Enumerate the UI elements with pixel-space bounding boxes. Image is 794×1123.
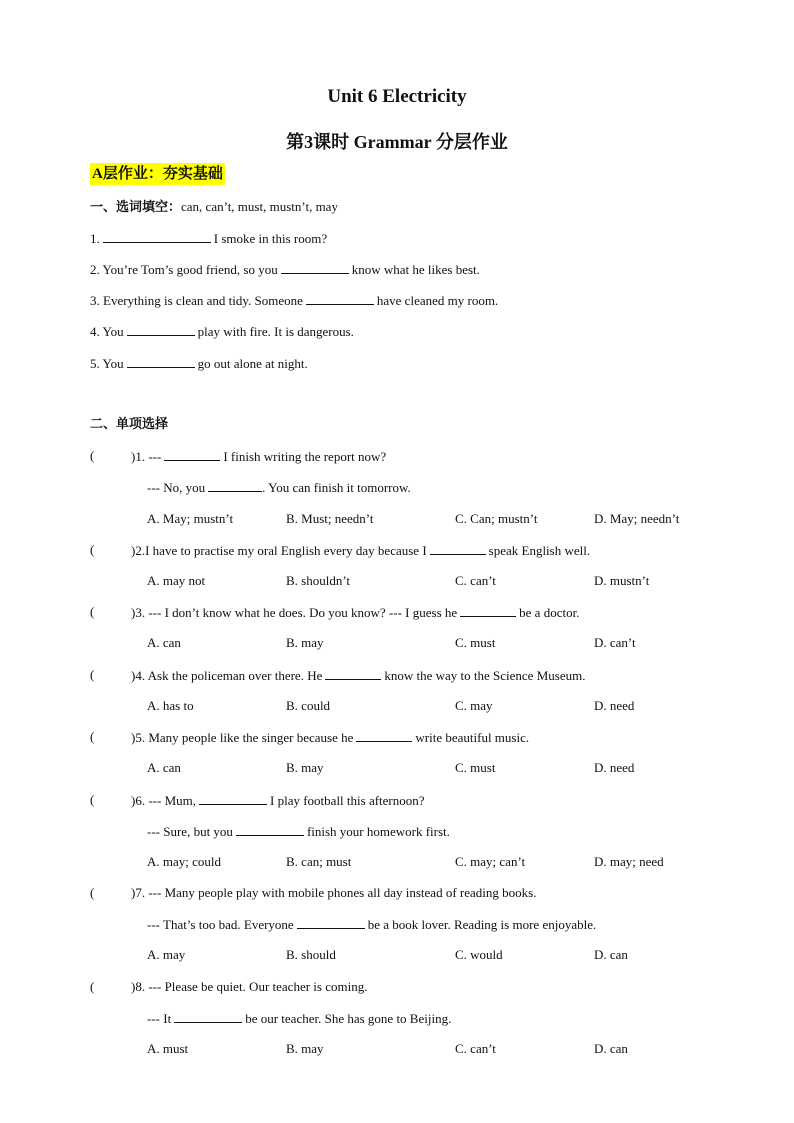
question-number: )4. <box>131 668 146 683</box>
reply-text: --- No, you <box>147 480 206 495</box>
answer-blank[interactable] <box>127 322 195 336</box>
reply-text: be our teacher. She has gone to Beijing. <box>245 1011 452 1026</box>
option-a[interactable]: A. may; could <box>147 854 222 869</box>
fill-item-text: 2. You’re Tom’s good friend, so you <box>90 262 278 277</box>
reply-text: --- That’s too bad. Everyone <box>147 917 294 932</box>
question-text: Many people like the singer because he <box>148 730 354 745</box>
fill-item-text: go out alone at night. <box>197 356 308 371</box>
option-b[interactable]: B. can; must <box>286 854 352 869</box>
option-a[interactable]: A. has to <box>147 698 194 713</box>
option-d[interactable]: D. mustn’t <box>594 573 650 588</box>
question-text: know the way to the Science Museum. <box>384 668 586 683</box>
answer-blank <box>325 666 381 680</box>
fill-item-text: play with fire. It is dangerous. <box>197 324 354 339</box>
answer-bracket[interactable]: ( <box>90 667 95 682</box>
fill-item-text: 3. Everything is clean and tidy. Someone <box>90 293 303 308</box>
part2-heading: 二、单项选择 <box>90 416 169 431</box>
question-1 <box>131 447 386 466</box>
question-8 <box>131 978 367 996</box>
answer-blank[interactable] <box>281 260 349 274</box>
option-a[interactable]: A. can <box>147 760 181 775</box>
question-text: --- Many people play with mobile phones all day instead of reading books. <box>148 885 537 900</box>
fill-item-5 <box>90 354 308 373</box>
fill-item-text: I smoke in this room? <box>213 231 328 246</box>
option-a[interactable]: A. can <box>147 635 181 650</box>
answer-blank <box>174 1009 242 1023</box>
question-3 <box>131 603 579 622</box>
question-text: I finish writing the report now? <box>223 449 387 464</box>
fill-item-2 <box>90 260 480 279</box>
option-d[interactable]: D. need <box>594 760 635 775</box>
option-d[interactable]: D. can <box>594 1041 628 1056</box>
option-c[interactable]: C. can’t <box>455 1041 496 1056</box>
part1-heading-line <box>90 198 338 216</box>
fill-item-text: 4. You <box>90 324 124 339</box>
question-text: --- Please be quiet. Our teacher is coming. <box>148 979 368 994</box>
answer-blank <box>164 447 220 461</box>
answer-blank[interactable] <box>127 354 195 368</box>
answer-bracket[interactable]: ( <box>90 448 95 463</box>
question-text: --- <box>148 449 162 464</box>
option-a[interactable]: A. may not <box>147 573 206 588</box>
fill-item-text: 5. You <box>90 356 124 371</box>
question-8-reply <box>147 1009 451 1028</box>
answer-blank <box>199 791 267 805</box>
question-6 <box>131 791 425 810</box>
part1-word-bank: can, can’t, must, mustn’t, may <box>181 199 338 214</box>
fill-item-4 <box>90 322 354 341</box>
answer-blank <box>430 541 486 555</box>
answer-blank <box>236 822 304 836</box>
answer-bracket[interactable]: ( <box>90 542 95 557</box>
question-4 <box>131 666 585 685</box>
question-number: )6. <box>131 793 146 808</box>
answer-blank <box>356 728 412 742</box>
question-text: be a doctor. <box>519 605 580 620</box>
option-a[interactable]: A. May; mustn’t <box>147 511 234 526</box>
option-d[interactable]: D. can’t <box>594 635 636 650</box>
answer-blank[interactable] <box>103 229 211 243</box>
question-number: )3. <box>131 605 146 620</box>
option-c[interactable]: C. may <box>455 698 493 713</box>
reply-text: --- It <box>147 1011 172 1026</box>
question-text: I have to practise my oral English every day because I <box>145 543 427 558</box>
question-5 <box>131 728 529 747</box>
option-c[interactable]: C. must <box>455 760 496 775</box>
fill-item-text: have cleaned my room. <box>376 293 499 308</box>
option-a[interactable]: A. may <box>147 947 186 962</box>
question-number: )2. <box>131 543 146 558</box>
question-1-reply <box>147 478 411 497</box>
option-b[interactable]: B. may <box>286 760 324 775</box>
option-c[interactable]: C. would <box>455 947 503 962</box>
question-text: write beautiful music. <box>415 730 530 745</box>
option-b[interactable]: B. may <box>286 1041 324 1056</box>
option-c[interactable]: C. may; can’t <box>455 854 526 869</box>
page-title: Unit 6 Electricity <box>327 86 467 107</box>
option-a[interactable]: A. must <box>147 1041 189 1056</box>
option-b[interactable]: B. should <box>286 947 336 962</box>
reply-text: . You can finish it tomorrow. <box>262 480 411 495</box>
option-b[interactable]: B. may <box>286 635 324 650</box>
answer-blank <box>208 478 262 492</box>
option-c[interactable]: C. can’t <box>455 573 496 588</box>
question-number: )1. <box>131 449 146 464</box>
question-text: --- Mum, <box>148 793 197 808</box>
option-b[interactable]: B. could <box>286 698 331 713</box>
answer-bracket[interactable]: ( <box>90 979 95 994</box>
answer-bracket[interactable]: ( <box>90 792 95 807</box>
question-7 <box>131 884 536 902</box>
option-b[interactable]: B. Must; needn’t <box>286 511 374 526</box>
reply-text: be a book lover. Reading is more enjoyable. <box>367 917 597 932</box>
question-number: )5. <box>131 730 146 745</box>
option-d[interactable]: D. need <box>594 698 635 713</box>
fill-item-1 <box>90 229 327 248</box>
answer-blank <box>460 603 516 617</box>
question-text: Ask the policeman over there. He <box>147 668 323 683</box>
option-d[interactable]: D. can <box>594 947 628 962</box>
answer-blank <box>297 915 365 929</box>
option-c[interactable]: C. Can; mustn’t <box>455 511 538 526</box>
option-d[interactable]: D. may; need <box>594 854 664 869</box>
answer-bracket[interactable]: ( <box>90 729 95 744</box>
question-2 <box>131 541 590 560</box>
reply-text: finish your homework first. <box>306 824 450 839</box>
option-d[interactable]: D. May; needn’t <box>594 511 680 526</box>
reply-text: --- Sure, but you <box>147 824 233 839</box>
part1-heading: 一、选词填空： <box>90 199 182 214</box>
question-text: speak English well. <box>488 543 591 558</box>
option-b[interactable]: B. shouldn’t <box>286 573 351 588</box>
question-7-reply <box>147 915 596 934</box>
question-number: )7. <box>131 885 146 900</box>
question-text: --- I don’t know what he does. Do you know? --- I guess he <box>148 605 458 620</box>
page-subtitle: 第3课时 Grammar 分层作业 <box>286 132 508 152</box>
question-number: )8. <box>131 979 146 994</box>
option-c[interactable]: C. must <box>455 635 496 650</box>
answer-blank[interactable] <box>306 291 374 305</box>
question-6-reply <box>147 822 450 841</box>
answer-bracket[interactable]: ( <box>90 604 95 619</box>
fill-item-text: know what he likes best. <box>351 262 480 277</box>
fill-item-text: 1. <box>90 231 100 246</box>
layer-a-label: A层作业：夯实基础 <box>90 163 225 185</box>
question-text: I play football this afternoon? <box>270 793 425 808</box>
fill-item-3 <box>90 291 498 310</box>
answer-bracket[interactable]: ( <box>90 885 95 900</box>
